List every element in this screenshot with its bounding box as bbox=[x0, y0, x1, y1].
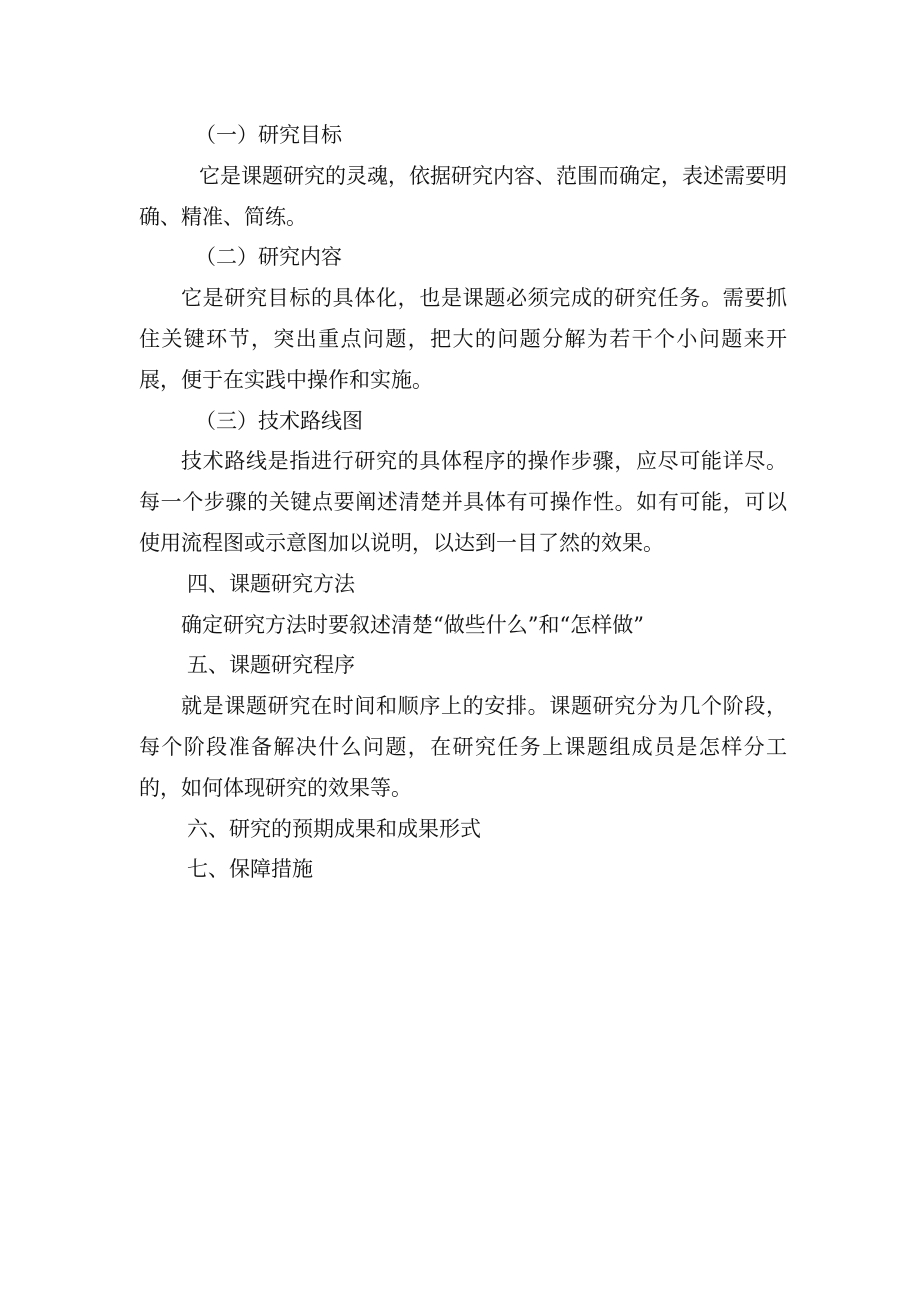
section-heading-research-goal: （一）研究目标 bbox=[195, 123, 342, 147]
paragraph-research-procedure: 就是课题研究在时间和顺序上的安排。课题研究分为几个阶段，每个阶段准备解决什么问题，在研究任务上课题组成员是怎样分工的，如何体现研究的效果等。 bbox=[139, 694, 787, 800]
paragraph-research-content: 它是研究目标的具体化，也是课题必须完成的研究任务。需要抓住关键环节，突出重点问题，把大的问题分解为若干个小问题来开展，便于在实践中操作和实施。 bbox=[139, 286, 787, 392]
document-body bbox=[139, 115, 787, 890]
paragraph-technical-roadmap: 技术路线是指进行研究的具体程序的操作步骤，应尽可能详尽。每一个步骤的关键点要阐述清楚并具体有可操作性。如有可能，可以使用流程图或示意图加以说明，以达到一目了然的效果。 bbox=[139, 449, 787, 555]
paragraph-research-goal: 它是课题研究的灵魂，依据研究内容、范围而确定，表述需要明确、精准、简练。 bbox=[139, 163, 787, 229]
section-heading-research-methods: 四、课题研究方法 bbox=[187, 571, 355, 596]
paragraph-research-methods: 确定研究方法时要叙述清楚“做些什么”和“怎样做” bbox=[181, 612, 644, 637]
section-heading-research-content: （二）研究内容 bbox=[195, 245, 342, 270]
section-heading-technical-roadmap: （三）技术路线图 bbox=[195, 408, 363, 433]
section-heading-safeguards: 七、保障措施 bbox=[187, 857, 313, 882]
section-heading-expected-results: 六、研究的预期成果和成果形式 bbox=[187, 816, 481, 841]
section-heading-research-procedure: 五、课题研究程序 bbox=[187, 653, 355, 678]
